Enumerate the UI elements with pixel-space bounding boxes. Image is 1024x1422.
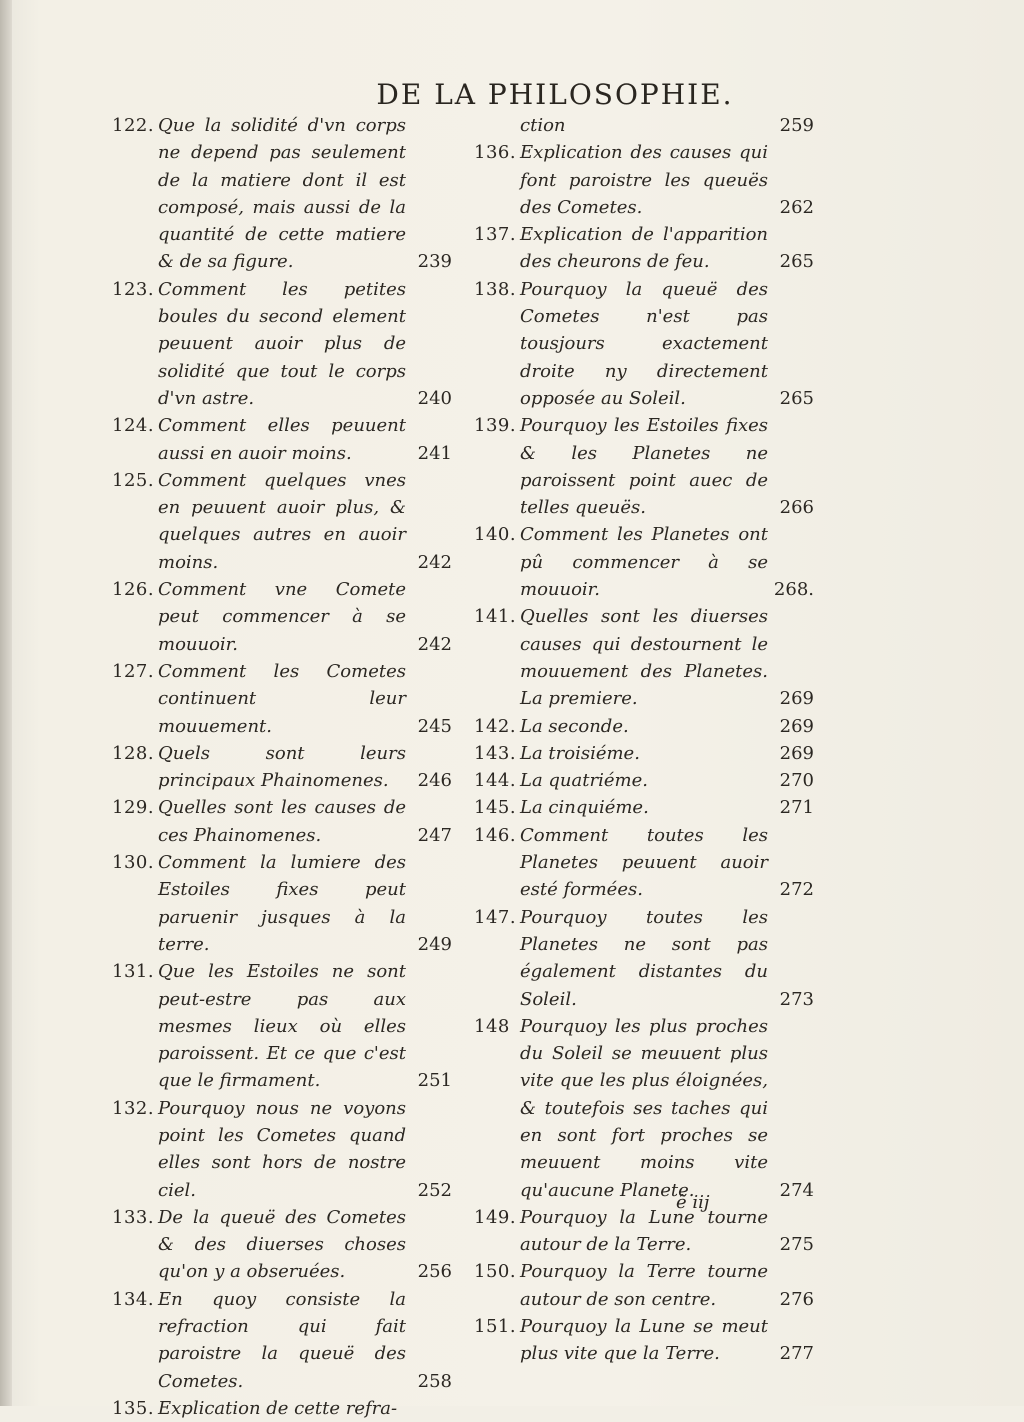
toc-entry bbox=[474, 221, 814, 276]
entry-page-number: 265 bbox=[779, 251, 814, 273]
entry-number: 151. bbox=[474, 1316, 517, 1338]
toc-entry bbox=[112, 658, 452, 740]
entry-number: 149. bbox=[474, 1206, 517, 1228]
entry-page-number: 239 bbox=[417, 251, 452, 273]
entry-text: La seconde. bbox=[520, 715, 629, 737]
entry-page-number: 258 bbox=[417, 1370, 452, 1392]
entry-number: 128. bbox=[112, 742, 155, 764]
entry-text: Pourquoy les Estoiles fixes & les Planetes ne paroissent point auec de telles queuës. bbox=[520, 415, 768, 519]
entry-number: 139. bbox=[474, 415, 517, 437]
entry-text: Explication de cette refra- bbox=[158, 1397, 398, 1419]
entry-text: La quatriéme. bbox=[520, 770, 648, 792]
entry-number: 144. bbox=[474, 770, 517, 792]
entry-page-number: 266 bbox=[779, 497, 814, 519]
toc-entry bbox=[474, 139, 814, 221]
entry-number: 148 bbox=[474, 1015, 510, 1037]
entry-number: 122. bbox=[112, 115, 155, 136]
toc-entry bbox=[474, 1258, 814, 1313]
entry-page-number: 268. bbox=[773, 579, 814, 601]
entry-number: 125. bbox=[112, 469, 155, 491]
entry-page-number: 273 bbox=[779, 988, 814, 1010]
entry-text: Quels sont leurs principaux Phainomenes. bbox=[158, 742, 406, 792]
toc-entry bbox=[474, 603, 814, 712]
toc-entry bbox=[474, 521, 814, 603]
entry-number: 123. bbox=[112, 278, 155, 300]
entry-page-number: 262 bbox=[779, 196, 814, 218]
entry-page-number: 269 bbox=[779, 688, 814, 710]
entry-text: Pourquoy la Lune se meut plus vite que la Terre. bbox=[520, 1316, 768, 1365]
entry-page-number: 272 bbox=[779, 879, 814, 901]
toc-entry bbox=[112, 276, 452, 412]
entry-text: Pourquoy nous ne voyons point les Cometes quand elles sont hors de nostre ciel. bbox=[158, 1097, 406, 1201]
entry-text: Pourquoy la queuë des Cometes n'est pas tousjours exactement droite ny directement opposée au Soleil. bbox=[520, 278, 768, 409]
signature-mark: ẽ iij bbox=[676, 1192, 710, 1213]
toc-entry bbox=[474, 822, 814, 904]
right-column bbox=[474, 112, 814, 1368]
toc-entry bbox=[474, 904, 814, 1013]
entry-page-number: 259 bbox=[779, 115, 814, 136]
entry-number: 129. bbox=[112, 797, 155, 819]
entry-text: Pourquoy les plus proches du Soleil se meuuent plus vite que les plus éloignées, & toutefois ses taches qui en sont fort proches se meuuent moins vite qu'aucune Planete. bbox=[520, 1015, 768, 1201]
toc-entry bbox=[112, 794, 452, 849]
entry-page-number: 269 bbox=[779, 742, 814, 764]
entry-text: Que les Estoiles ne sont peut-estre pas aux mesmes lieux où elles paroissent. Et ce que c'est que le firmament. bbox=[158, 961, 406, 1092]
toc-entry bbox=[474, 767, 814, 794]
entry-text: Comment les Cometes continuent leur mouuement. bbox=[158, 660, 406, 737]
entry-text: Comment quelques vnes en peuuent auoir plus, & quelques autres en auoir moins. bbox=[158, 469, 406, 573]
entry-number: 143. bbox=[474, 742, 517, 764]
toc-entry bbox=[112, 958, 452, 1094]
entry-text: Explication de l'apparition des cheurons de feu. bbox=[520, 224, 768, 273]
entry-number: 132. bbox=[112, 1097, 155, 1119]
toc-entry bbox=[112, 849, 452, 958]
entry-number: 150. bbox=[474, 1261, 517, 1283]
entry-text: Quelles sont les diuerses causes qui destournent le mouuement des Planetes. La premiere. bbox=[520, 606, 768, 710]
entry-number: 145. bbox=[474, 797, 517, 819]
entry-text: En quoy consiste la refraction qui fait paroistre la queuë des Cometes. bbox=[158, 1288, 406, 1392]
entry-number: 136. bbox=[474, 142, 517, 164]
entry-page-number: 251 bbox=[417, 1070, 452, 1092]
entry-text: Pourquoy la Terre tourne autour de son centre. bbox=[520, 1261, 768, 1310]
toc-entry bbox=[474, 713, 814, 740]
entry-page-number: 265 bbox=[779, 387, 814, 409]
entry-text: Pourquoy la Lune tourne autour de la Terre. bbox=[520, 1206, 768, 1256]
toc-entry bbox=[112, 412, 452, 467]
entry-page-number: 271 bbox=[779, 797, 814, 819]
entry-text: De la queuë des Cometes & des diuerses choses qu'on y a obseruées. bbox=[158, 1206, 406, 1283]
toc-entry bbox=[112, 112, 452, 276]
page-gutter bbox=[0, 0, 12, 1406]
entry-page-number: 269 bbox=[779, 715, 814, 737]
toc-entry bbox=[112, 1395, 452, 1422]
entry-page-number: 252 bbox=[417, 1179, 452, 1201]
toc-entry bbox=[112, 576, 452, 658]
entry-page-number: 242 bbox=[417, 551, 452, 573]
entry-number: 130. bbox=[112, 852, 155, 874]
toc-entry bbox=[474, 1013, 814, 1204]
entry-number: 146. bbox=[474, 824, 517, 846]
toc-entry bbox=[112, 1204, 452, 1286]
toc-entry-continuation bbox=[474, 112, 814, 139]
entry-number: 133. bbox=[112, 1206, 155, 1228]
toc-entry bbox=[474, 740, 814, 767]
entry-text: La cinquiéme. bbox=[520, 797, 649, 819]
entry-text: Comment la lumiere des Estoiles fixes peut paruenir jusques à la terre. bbox=[158, 852, 406, 955]
entry-number: 127. bbox=[112, 660, 155, 682]
entry-number: 138. bbox=[474, 278, 517, 300]
running-head: DE LA PHILOSOPHIE. bbox=[376, 78, 734, 111]
entry-text: La troisiéme. bbox=[520, 742, 640, 764]
entry-page-number: 242 bbox=[417, 633, 452, 655]
toc-entry bbox=[474, 412, 814, 521]
toc-entry bbox=[474, 1313, 814, 1368]
left-column bbox=[112, 112, 452, 1422]
entry-number: 126. bbox=[112, 579, 155, 601]
entry-page-number: 256 bbox=[417, 1261, 452, 1283]
entry-text: Comment elles peuuent aussi en auoir moins. bbox=[158, 415, 406, 464]
entry-number: 140. bbox=[474, 524, 517, 546]
entry-number: 142. bbox=[474, 715, 517, 737]
toc-entry bbox=[112, 740, 452, 795]
entry-number: 134. bbox=[112, 1288, 155, 1310]
entry-page-number: 277 bbox=[779, 1343, 814, 1365]
entry-text: Comment les petites boules du second element peuuent auoir plus de solidité que tout le corps d'vn astre. bbox=[158, 278, 406, 409]
entry-page-number: 274 bbox=[779, 1179, 814, 1201]
entry-page-number: 275 bbox=[779, 1234, 814, 1256]
entry-number: 131. bbox=[112, 961, 155, 983]
toc-entry bbox=[474, 794, 814, 821]
entry-text: Quelles sont les causes de ces Phainomenes. bbox=[158, 797, 406, 846]
entry-number: 141. bbox=[474, 606, 517, 628]
entry-text: Que la solidité d'vn corps ne depend pas seulement de la matiere dont il est composé, mais aussi de la quantité de cette matiere & de sa figure. bbox=[158, 115, 406, 273]
entry-number: 137. bbox=[474, 224, 517, 246]
entry-number: 135. bbox=[112, 1397, 155, 1419]
entry-text: ction bbox=[520, 115, 566, 136]
entry-text: Pourquoy toutes les Planetes ne sont pas également distantes du Soleil. bbox=[520, 906, 768, 1010]
toc-entry bbox=[112, 467, 452, 576]
entry-page-number: 276 bbox=[779, 1288, 814, 1310]
entry-page-number: 249 bbox=[417, 933, 452, 955]
entry-page-number: 270 bbox=[779, 770, 814, 792]
entry-text: Comment vne Comete peut commencer à se mouuoir. bbox=[158, 579, 406, 655]
entry-text: Comment toutes les Planetes peuuent auoir esté formées. bbox=[520, 824, 768, 901]
toc-entry bbox=[112, 1095, 452, 1204]
entry-page-number: 246 bbox=[417, 770, 452, 792]
toc-entry bbox=[474, 1204, 814, 1259]
toc-entry bbox=[474, 276, 814, 412]
entry-page-number: 245 bbox=[417, 715, 452, 737]
toc-entry bbox=[112, 1286, 452, 1395]
entry-text: Explication des causes qui font paroistre les queuës des Cometes. bbox=[520, 142, 768, 218]
entry-page-number: 240 bbox=[417, 387, 452, 409]
entry-page-number: 247 bbox=[417, 824, 452, 846]
entry-number: 124. bbox=[112, 415, 155, 437]
entry-number: 147. bbox=[474, 906, 517, 928]
entry-text: Comment les Planetes ont pû commencer à se mouuoir. bbox=[520, 524, 768, 601]
entry-page-number: 241 bbox=[417, 442, 452, 464]
